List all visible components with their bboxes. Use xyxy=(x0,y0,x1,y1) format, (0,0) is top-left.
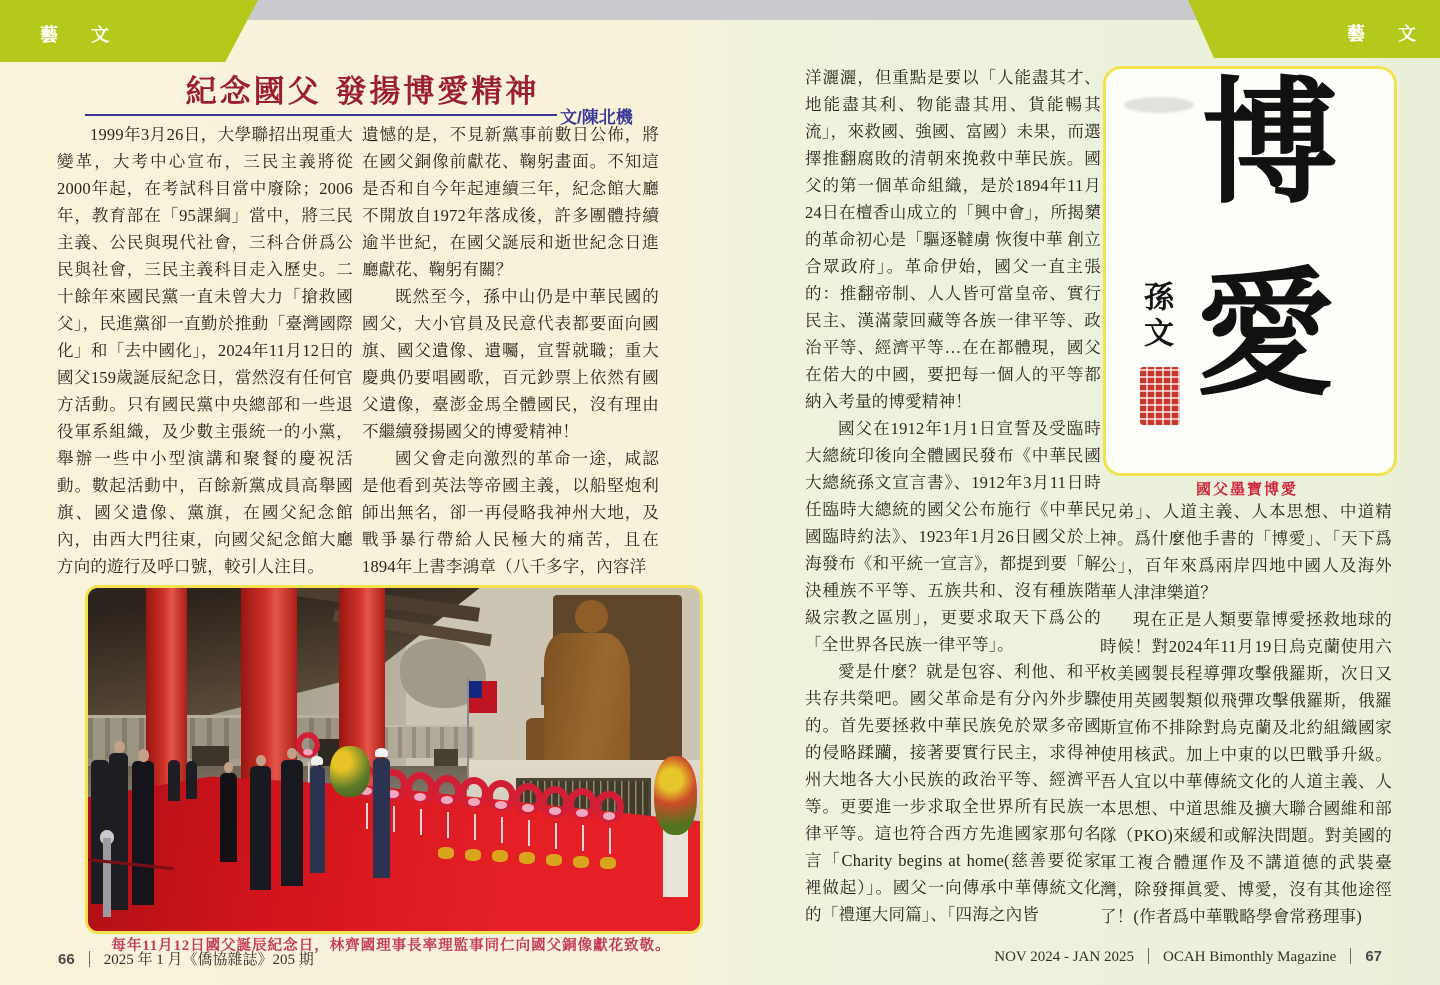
flower-bouquet xyxy=(330,746,370,797)
sun-wen-signature: 孫文 xyxy=(1139,281,1172,353)
gold-flower-basket xyxy=(573,856,589,868)
footer-magazine-name: OCAH Bimonthly Magazine xyxy=(1162,949,1337,965)
attendee xyxy=(250,766,271,889)
wreath-bearer xyxy=(281,760,303,887)
attendee-head xyxy=(114,741,125,753)
gold-flower-basket xyxy=(465,849,481,861)
memorial-wreath xyxy=(486,780,516,812)
footer-divider xyxy=(1148,948,1149,964)
wreath-row xyxy=(88,588,700,931)
flower-stand xyxy=(663,828,687,897)
footer-date-range: NOV 2024 - JAN 2025 xyxy=(994,949,1134,965)
paragraph: 國父會走向激烈的革命一途，咸認是他看到英法等帝國主義，以船堅炮利師出無名，卻一再侵略我神州大地，及戰爭暴行帶給人民極大的痛苦，且在1894年上書李鴻章（八千多字，內容洋 xyxy=(362,449,659,576)
photo-caption: 每年11月12日國父誕辰紀念日，林齊國理事長率理監事同仁向國父銅像獻花致敬。 xyxy=(111,938,671,954)
footer-divider xyxy=(1350,948,1351,964)
attendee xyxy=(132,761,154,905)
byline: 文/陳北機 xyxy=(560,108,633,127)
memorial-wreath xyxy=(540,786,570,818)
memorial-wreath xyxy=(567,788,597,820)
byline-rule xyxy=(85,114,557,116)
footer-divider xyxy=(89,951,90,967)
paragraph: 1999年3月26日，大學聯招出現重大變革，大考中心宣布，三民主義將從2000年起，在考試科目當中廢除；2006年，教育部在「95課綱」當中，將三民主義、公民與現代社會，三科合併爲公民與社會，三民主義科目走入歷史。二十餘年來國民黨一直未曾大力「搶救國父」，民進黨卻一直勤於推動「臺灣國際化」和「去中國化」，2024年11月12日的國父159歲誕辰紀念日，當然沒有任何官方活動。只有國民黨中央總部和一些退役軍系組織，及少數主張統一的小黨，舉辦一些中小型演講和聚餐的慶祝活動。數起活動中，百餘新黨成員高舉國旗、國父遺像、黨旗，在國父紀念館內，由西大門往東，向國父紀念館大廳方向的遊行及呼口號，較引人注目。 xyxy=(57,125,353,576)
guard-cap xyxy=(311,756,323,765)
issue-info: 2025 年 1 月《僑協雜誌》205 期 xyxy=(103,952,314,968)
gold-flower-basket xyxy=(438,847,454,859)
memorial-wreath xyxy=(594,791,624,823)
section-label-right: 藝 文 xyxy=(1347,24,1431,44)
left-page-column-1 xyxy=(57,121,353,583)
paragraph: 洋灑灑，但重點是要以「人能盡其才、地能盡其利、物能盡其用、貨能暢其流」，來救國、強國、富國）未果，而選擇推翻腐敗的清朝來挽救中華民族。國父的第一個革命組織，是於1894年11月24日在檀香山成立的「興中會」，所揭櫫的革命初心是「驅逐韃虜 恢復中華 創立合眾政府」。革命伊始，國父一直主張的：推翻帝制、人人皆可當皇帝、實行民主、漢滿蒙回藏等各族一律平等、政治平等、經濟平等…在在都體現，國父在偌大的中國，要把每一個人的平等都納入考量的博愛精神！ xyxy=(805,68,1101,411)
section-label-left: 藝 文 xyxy=(40,25,124,45)
gold-flower-basket xyxy=(519,852,535,864)
paragraph: 既然至今，孫中山仍是中華民國的國父，大小官員及民意代表都要面向國旗、國父遺像、遺囑，宣誓就職；重大慶典仍要唱國歌，百元鈔票上依然有國父遺像，臺澎金馬全體國民，沒有理由不繼續發揚國父的博愛精神！ xyxy=(362,287,659,441)
attendee xyxy=(220,773,237,862)
gold-flower-basket xyxy=(492,850,508,862)
attendee xyxy=(186,761,197,799)
paragraph: 現在正是人類要靠博愛拯救地球的時候！對2024年11月19日烏克蘭使用六枚美國製長程導彈攻擊俄羅斯，次日又使用英國製類似飛彈攻擊俄羅斯，俄羅斯宣佈不排除對烏克蘭及北約組織國家使用核武。加上中東的以巴戰爭升級。吾人宜以中華傳統文化的人道主義、人本思想、中道思維及擴大聯合國維和部隊（PKO)來緩和或解決問題。對美國的軍工複合體運作及不講道德的武裝臺灣，除發揮眞愛、博愛，沒有其他途徑了！(作者爲中華戰略學會常務理事) xyxy=(1100,610,1392,926)
attendee xyxy=(168,760,180,801)
flower-bouquet xyxy=(654,756,697,835)
calligraphy-char-ai: 愛 xyxy=(1196,252,1335,415)
honor-guard xyxy=(373,758,390,878)
gold-flower-basket xyxy=(600,857,616,869)
left-page-footer xyxy=(58,948,314,969)
memorial-wreath xyxy=(513,783,543,815)
red-seal-stamp xyxy=(1140,367,1180,425)
raised-wreath xyxy=(296,732,320,758)
paper-smudge xyxy=(1124,97,1194,113)
paragraph: 愛是什麼？就是包容、利他、和平共存共榮吧。國父革命是有分內外步驟的。首先要拯救中華民族免於眾多帝國的侵略蹂躪，接著要實行民主，求得神州大地各大小民族的政治平等、經濟平等。更要進一步求取全世界所有民族一律平等。這也符合西方先進國家那句名言「Charity begins at home(慈善要從家裡做起）」。國父一向傳承中華傳統文化的「禮運大同篇」、「四海之內皆 xyxy=(805,662,1101,924)
right-page-column-2 xyxy=(1100,498,1392,936)
calligraphy-image xyxy=(1103,66,1397,476)
left-page-number: 66 xyxy=(58,951,75,968)
honor-guard xyxy=(310,766,326,872)
gold-flower-basket xyxy=(546,854,562,866)
left-page-column-2 xyxy=(362,121,659,583)
memorial-wreath xyxy=(405,772,435,804)
paragraph: 國父在1912年1月1日宣誓及受臨時大總統印後向全體國民發布《中華民國大總統孫文宣言書》、1912年3月11日時任臨時大總統的國父公布施行《中華民國臨時約法》、1923年1月26日國父於上海發布《和平統一宣言》，都提到要「解決種族不平等、五族共和、沒有種族階級宗教之區別」，更要求取天下爲公的「全世界各民族一律平等」。 xyxy=(805,419,1101,654)
right-page-footer xyxy=(994,948,1382,966)
right-page-number: 67 xyxy=(1365,948,1382,965)
paragraph: 遺憾的是，不見新黨事前數日公佈，將在國父銅像前獻花、鞠躬畫面。不知這是否和自今年起連續三年，紀念館大廳不開放自1972年落成後，許多團體持續逾半世紀，在國父誕辰和逝世紀念日進廳獻花、鞠躬有關？ xyxy=(362,125,659,279)
article-title: 紀念國父 發揚博愛精神 xyxy=(185,74,540,110)
barrier-post xyxy=(103,838,112,917)
right-page-column-1 xyxy=(805,64,1101,936)
paragraph: 兄弟」、人道主義、人本思想、中道精神。爲什麼他手書的「博愛」、「天下爲公」，百年來爲兩岸四地中國人及海外華人津津樂道？ xyxy=(1100,502,1392,602)
calligraphy-caption: 國父墨寶博愛 xyxy=(1195,482,1298,498)
memorial-wreath xyxy=(432,775,462,807)
memorial-hall-photo xyxy=(85,585,703,934)
guard-cap xyxy=(375,748,388,757)
memorial-wreath xyxy=(459,777,489,809)
calligraphy-char-bo: 博 xyxy=(1202,66,1338,223)
